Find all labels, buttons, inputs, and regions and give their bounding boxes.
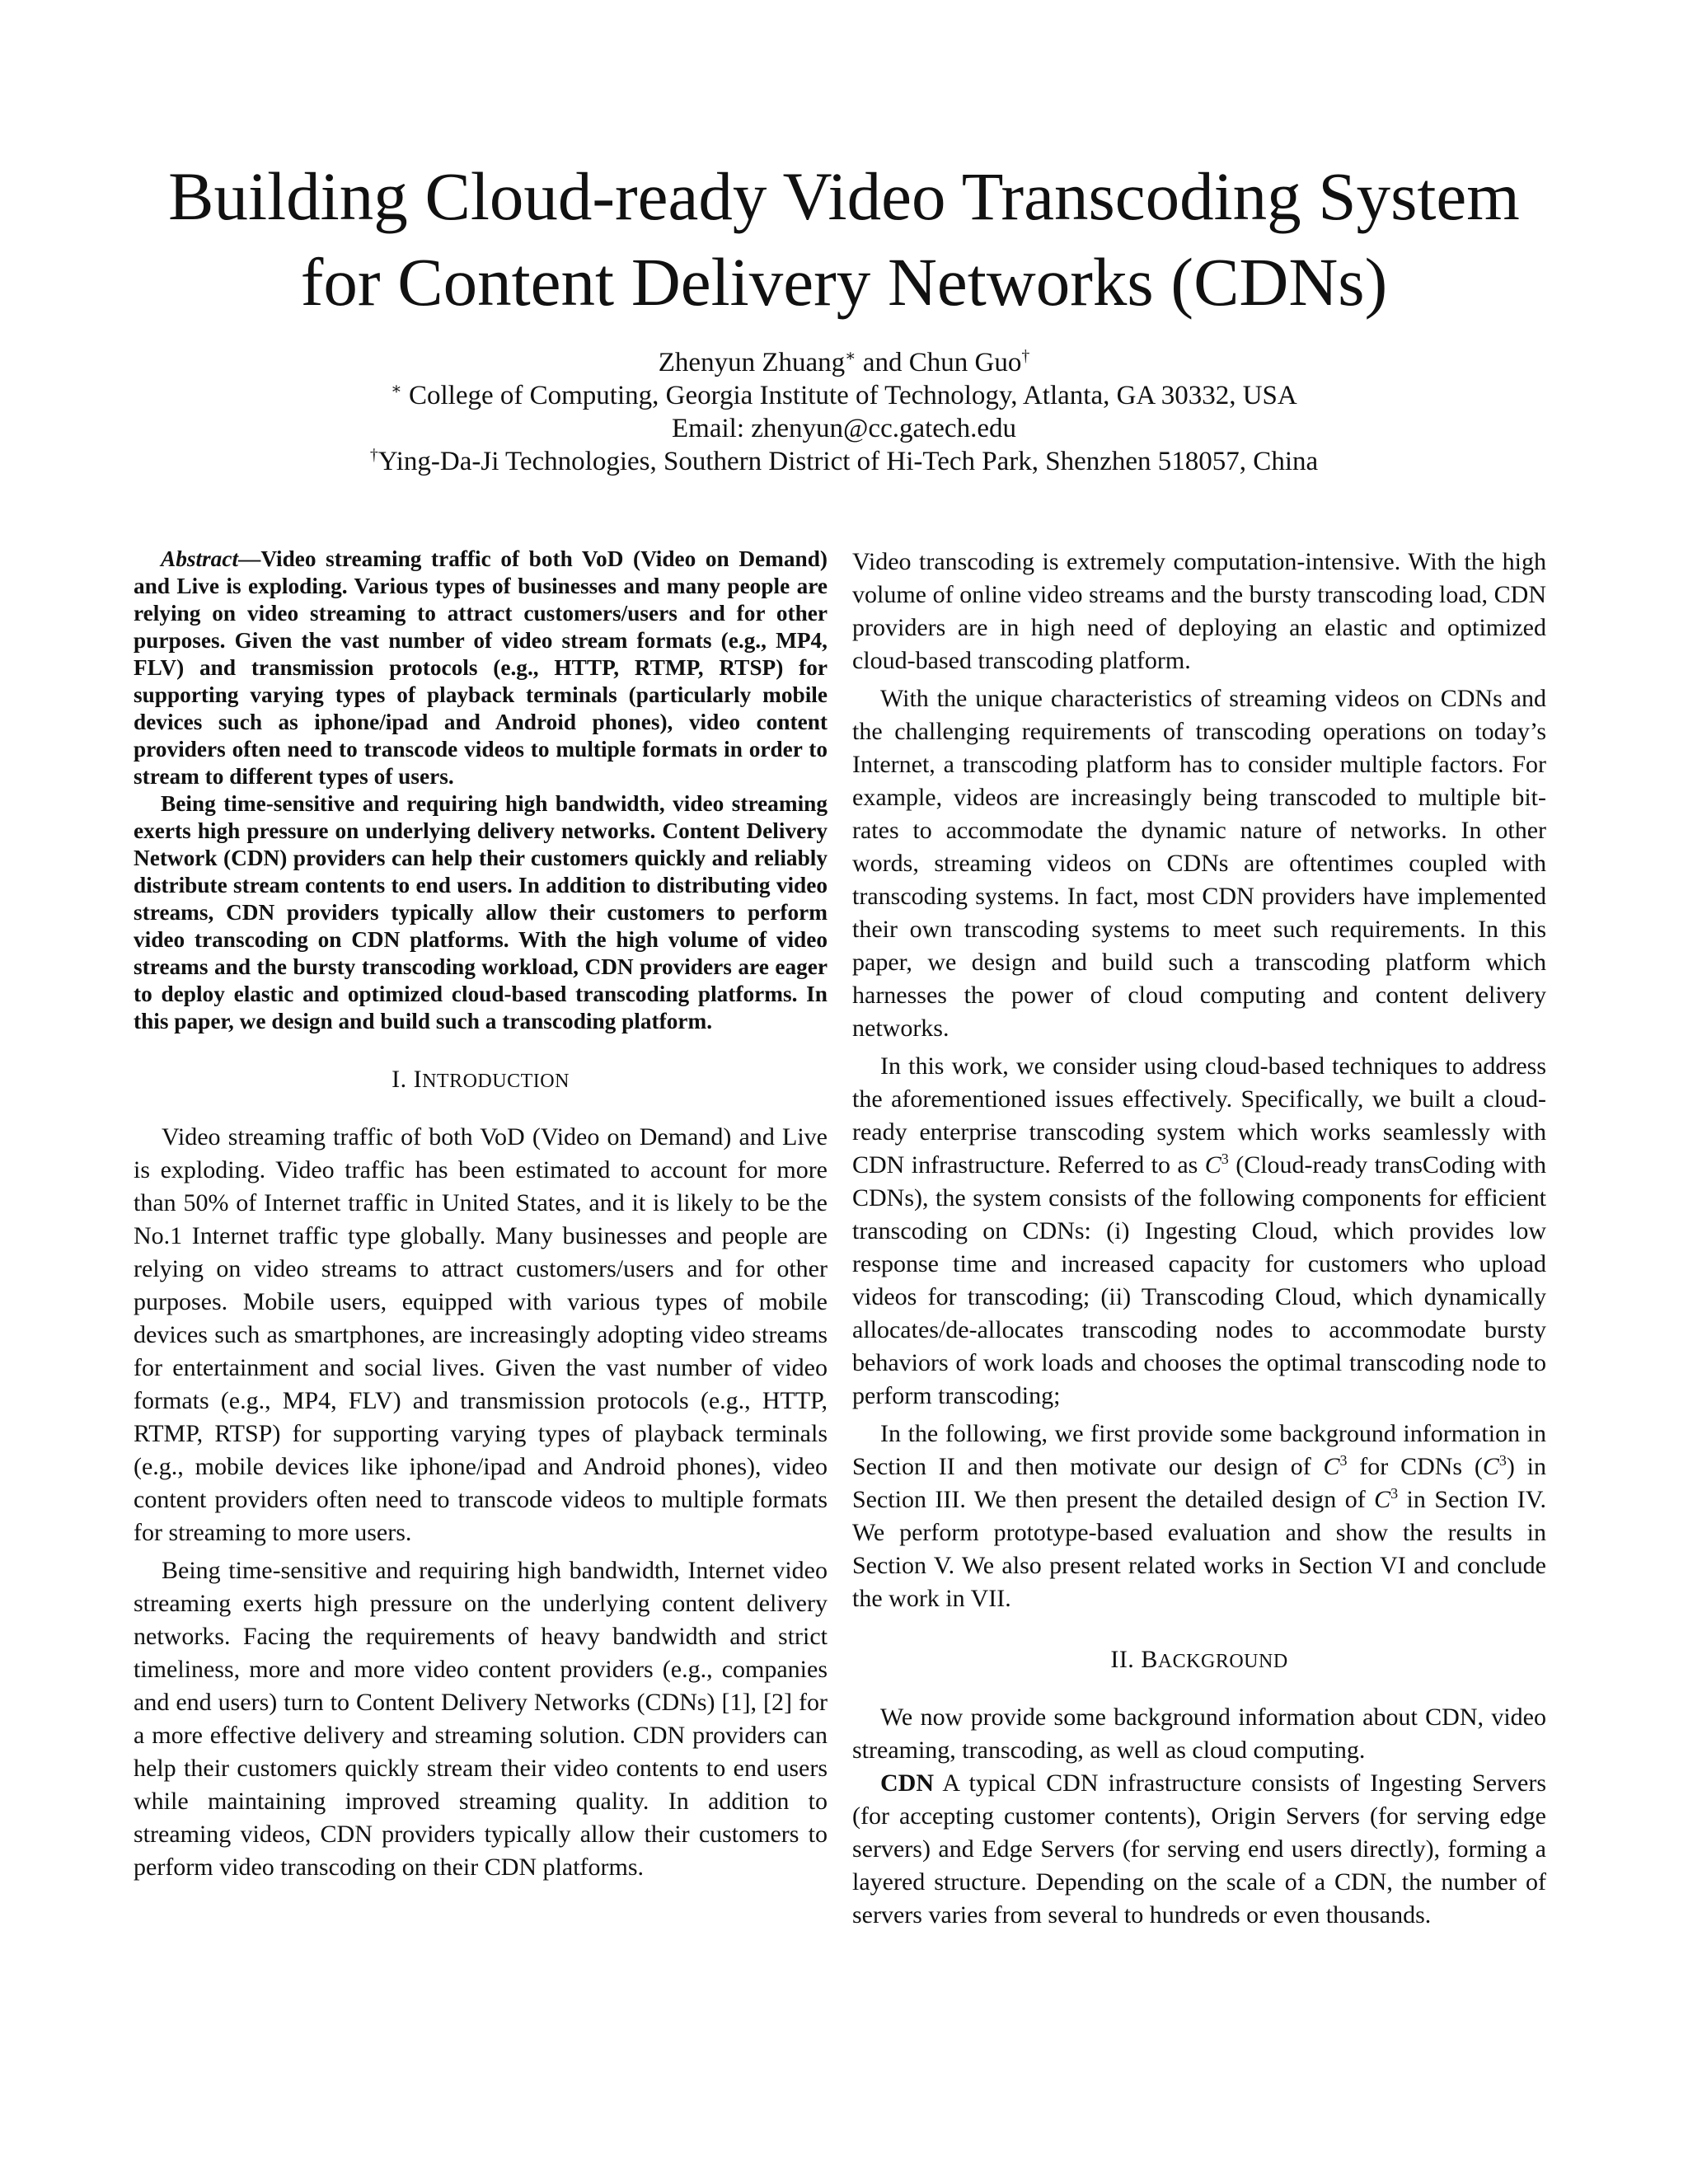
introduction-body-left — [134, 1121, 828, 1884]
c3-superscript: 3 — [1390, 1485, 1399, 1502]
section-number: II. — [1110, 1646, 1142, 1673]
author-name-1: Zhenyun Zhuang — [658, 348, 846, 377]
affiliation-1-mark: ∗ — [391, 380, 402, 398]
author-2-mark: † — [1021, 347, 1030, 365]
introduction-body-right — [852, 546, 1546, 1615]
intro-paragraph-6 — [852, 1418, 1546, 1615]
c3-superscript: 3 — [1221, 1151, 1229, 1167]
intro-p6-text-c: ) in Section III. We then present the detailed design of — [852, 1453, 1546, 1513]
background-paragraph-1: We now provide some background information about CDN, video streaming, transcoding, as well as cloud computing. — [852, 1704, 1546, 1764]
c3-symbol: C — [1482, 1453, 1499, 1480]
intro-p5-text-b: (Cloud-ready transCoding with CDNs), the system consists of the following components for efficient transcoding on CDNs: (i) Ingesting Cloud, which provides low response time and increased capacity for customers who upload videos for transcoding; (ii) Transcoding Cloud, which dynamically allocates/de-allocates transcoding nodes to accommodate bursty behaviors of work loads and chooses the optimal transcoding node to perform transcoding; — [852, 1151, 1546, 1409]
right-column — [852, 546, 1546, 1932]
author-block — [0, 346, 1688, 478]
background-paragraph-2 — [852, 1767, 1546, 1932]
paper-title — [0, 153, 1688, 325]
abstract-text-1: —Video streaming traffic of both VoD (Video on Demand) and Live is exploding. Various types of businesses and many people are relying on video streaming to attract customers/users and for other purposes. Given the vast number of video stream formats (e.g., MP4, FLV) and transmission protocols (e.g., HTTP, RTMP, RTSP) for supporting varying types of playback terminals (particularly mobile devices such as iphone/ipad and Android phones), video content providers often need to transcode videos to multiple formats in order to stream to different types of users. — [134, 546, 828, 789]
abstract-paragraph-1 — [134, 546, 828, 790]
intro-p6-text-a: In the following, we first provide some background information in Section II and then motivate our design of — [852, 1420, 1546, 1480]
abstract-paragraph-2: Being time-sensitive and requiring high bandwidth, video streaming exerts high pressure on underlying delivery networks. Content Delivery Network (CDN) providers can help their customers quickly and reliably distribute stream contents to end users. In addition to distributing video streams, CDN providers typically allow their customers to perform video transcoding on CDN platforms. With the high volume of video streams and the bursty transcoding workload, CDN providers are eager to deploy elastic and optimized cloud-based transcoding platforms. In this paper, we design and build such a transcoding platform. — [134, 791, 828, 1033]
section-rest: ACKGROUND — [1157, 1651, 1288, 1672]
title-line-1: Building Cloud-ready Video Transcoding System — [168, 158, 1520, 234]
section-initial: B — [1141, 1646, 1158, 1673]
background-body — [852, 1701, 1546, 1932]
author-email: Email: zhenyun@cc.gatech.edu — [672, 414, 1016, 443]
intro-p5-text-a: In this work, we consider using cloud-based techniques to address the aforementioned issues effectively. Specifically, we built a cloud-ready enterprise transcoding system which works seamlessly with CDN infrastructure. Referred to as — [852, 1052, 1546, 1179]
intro-paragraph-3: Video transcoding is extremely computation-intensive. With the high volume of online video streams and the bursty transcoding load, CDN providers are in high need of deploying an elastic and optimized cloud-based transcoding platform. — [852, 548, 1546, 674]
author-1-mark: ∗ — [845, 347, 856, 365]
title-line-2: for Content Delivery Networks (CDNs) — [300, 244, 1388, 320]
abstract-label: Abstract — [161, 546, 239, 571]
author-name-2: and Chun Guo — [856, 348, 1022, 377]
c3-superscript: 3 — [1498, 1452, 1507, 1469]
affiliation-1 — [0, 379, 1688, 412]
section-number: I. — [392, 1066, 414, 1093]
cdn-runin-heading: CDN — [880, 1769, 934, 1797]
left-column — [134, 546, 828, 1884]
affiliation-1-text: College of Computing, Georgia Institute of Technology, Atlanta, GA 30332, USA — [401, 381, 1297, 410]
section-heading-background — [852, 1645, 1546, 1676]
section-heading-introduction — [134, 1065, 828, 1096]
section-initial: I — [413, 1066, 423, 1093]
c3-symbol: C — [1374, 1486, 1391, 1513]
background-p2-text: A typical CDN infrastructure consists of Ingesting Servers (for accepting customer contents), Origin Servers (for serving edge servers) and Edge Servers (for serving end users directly), forming a layered structure. Depending on the scale of a CDN, the number of servers varies from several to hundreds or even thousands. — [852, 1769, 1546, 1929]
intro-paragraph-2: Being time-sensitive and requiring high bandwidth, Internet video streaming exerts high pressure on the underlying content delivery networks. Facing the requirements of heavy bandwidth and strict timeliness, more and more video content providers (e.g., companies and end users) turn to Content Delivery Networks (CDNs) [1], [2] for a more effective delivery and streaming solution. CDN providers can help their customers quickly stream their video contents to end users while maintaining improved streaming quality. In addition to streaming videos, CDN providers typically allow their customers to perform video transcoding on their CDN platforms. — [134, 1557, 828, 1881]
section-rest: NTRODUCTION — [422, 1071, 570, 1092]
author-names — [0, 346, 1688, 379]
abstract — [134, 546, 828, 1035]
intro-paragraph-4: With the unique characteristics of streaming videos on CDNs and the challenging requirements of transcoding operations on today’s Internet, a transcoding platform has to consider multiple factors. For example, videos are increasingly being transcoded to multiple bit-rates to accommodate the dynamic nature of networks. In other words, streaming videos on CDNs are oftentimes coupled with transcoding systems. In fact, most CDN providers have implemented their own transcoding systems to meet such requirements. In this paper, we design and build such a transcoding platform which harnesses the power of cloud computing and content delivery networks. — [852, 685, 1546, 1042]
c3-superscript: 3 — [1339, 1452, 1348, 1469]
affiliation-2-text: Ying-Da-Ji Technologies, Southern District of Hi-Tech Park, Shenzhen 518057, China — [377, 447, 1319, 476]
affiliation-2-mark: † — [369, 446, 378, 464]
c3-symbol: C — [1323, 1453, 1340, 1480]
c3-symbol: C — [1204, 1151, 1221, 1179]
intro-paragraph-1: Video streaming traffic of both VoD (Video on Demand) and Live is exploding. Video traffic has been estimated to account for more than 50% of Internet traffic in United States, and it is likely to be the No.1 Internet traffic type globally. Many businesses and people are relying on video streams to attract customers/users and for other purposes. Mobile users, equipped with various types of mobile devices such as smartphones, are increasingly adopting video streams for entertainment and social lives. Given the vast number of video formats (e.g., MP4, FLV) and transmission protocols (e.g., HTTP, RTMP, RTSP) for supporting varying types of playback terminals (e.g., mobile devices like iphone/ipad and Android phones), video content providers often need to transcode videos to multiple formats for streaming to more users. — [134, 1123, 828, 1546]
intro-p6-text-b: for CDNs ( — [1347, 1453, 1483, 1480]
intro-paragraph-5 — [852, 1050, 1546, 1413]
intro-p6-text-d: in Section IV. We perform prototype-based evaluation and show the results in Section V. We also present related works in Section VI and conclude the work in VII. — [852, 1486, 1547, 1612]
affiliation-2 — [0, 445, 1688, 478]
